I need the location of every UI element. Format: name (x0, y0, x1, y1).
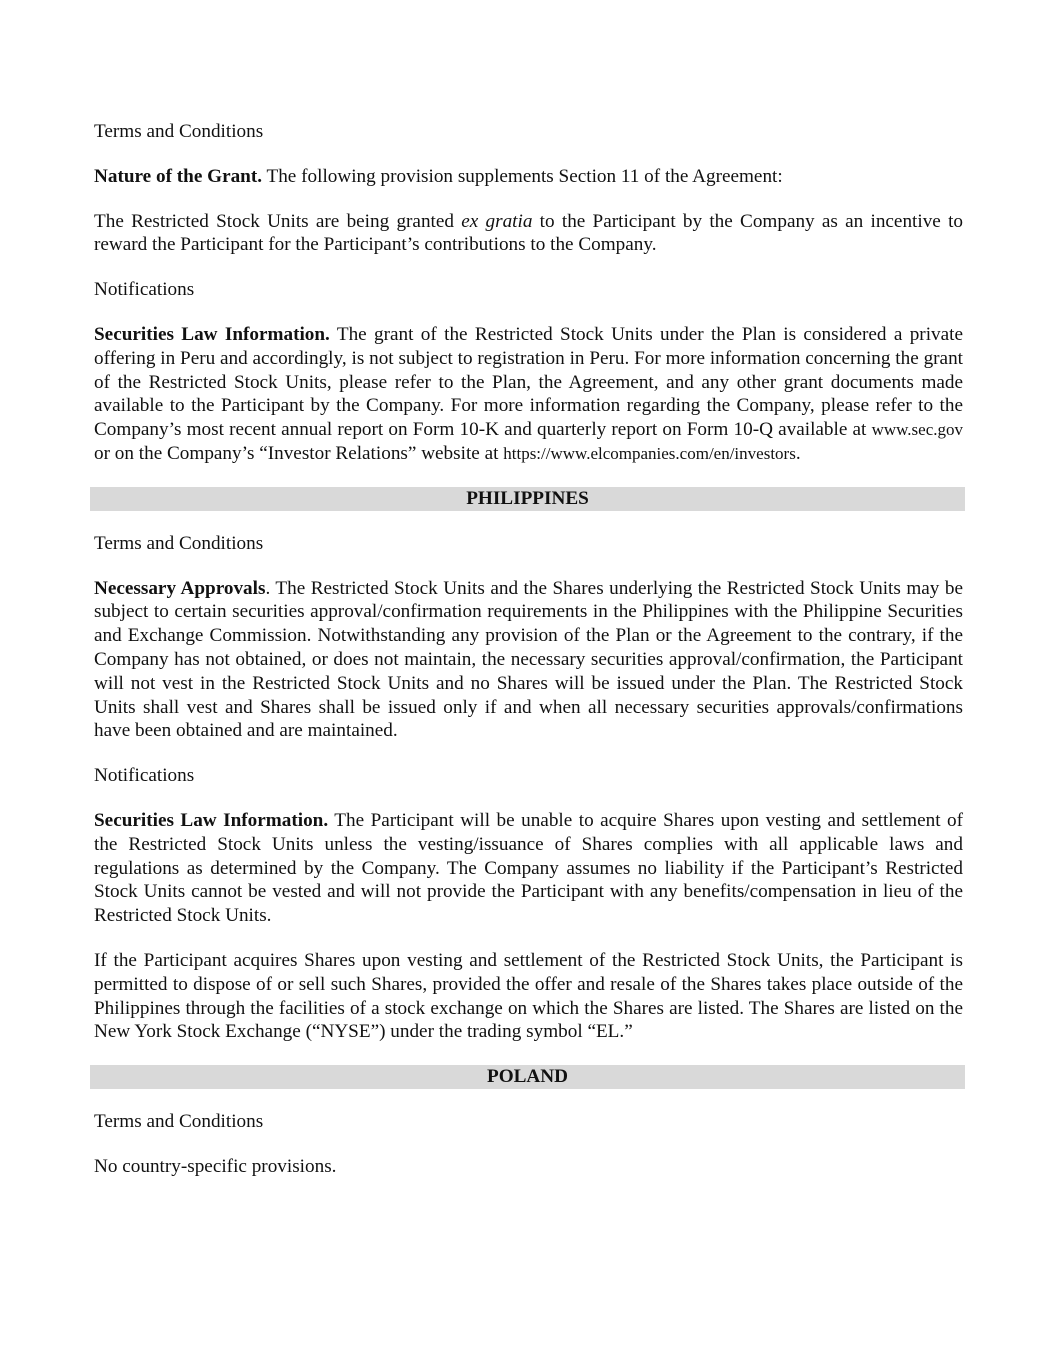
poland-terms-heading: Terms and Conditions (94, 1111, 264, 1133)
securities-law-text: The grant of the Restricted Stock Units under the Plan is considered a private offering in Peru and accordingly, is not subject to registration in Peru. For more information concerning the grant of the Restricted Stock Units, please refer to the Plan, the Agreement, and any other grant documents made available to the Participant by the Company. For more information regarding the Company, please refer to the Company’s most recent annual report on Form 10-K and quarterly report on Form 10-Q available at (94, 323, 963, 441)
ex-gratia-after: to the Participant by the Company as an incentive to reward the Participant for the Participant’s contributions to the Company. (94, 210, 963, 256)
philippines-notifications-heading: Notifications (94, 765, 195, 787)
securities-law-end: . (795, 442, 801, 464)
peru-nature-of-grant (94, 165, 963, 189)
nature-of-grant-text: The following provision supplements Section 11 of the Agreement: (262, 165, 783, 187)
country-header-philippines: PHILIPPINES (90, 487, 965, 511)
ex-gratia-before: The Restricted Stock Units are being granted (94, 210, 462, 232)
sec-gov-link[interactable]: www.sec.gov (871, 420, 963, 440)
ex-gratia-italic: ex gratia (461, 210, 533, 232)
philippines-securities-law-text: The Participant will be unable to acquire Shares upon vesting and settlement of the Restricted Stock Units unless the vesting/issuance of Shares complies with all applicable laws and regulations as determined by the Company. The Company assumes no liability if the Participant’s Restricted Stock Units cannot be vested and will not provide the Participant with any benefits/compensation in lieu of the Restricted Stock Units. (94, 809, 964, 927)
necessary-approvals-text: . The Restricted Stock Units and the Shares underlying the Restricted Stock Units may be subject to certain securities approval/confirmation requirements in the Philippines with the Philippine Securities and Exchange Commission. Notwithstanding any provision of the Plan or the Agreement to the contrary, if the Company has not obtained, or does not maintain, the necessary securities approval/confirmation, the Participant will not vest in the Restricted Stock Units and no Shares will be issued under the Plan. The Restricted Stock Units shall vest and Shares shall be issued only if and when all necessary securities approvals/confirmations have been obtained and are maintained. (94, 577, 964, 742)
peru-ex-gratia-paragraph (94, 210, 963, 258)
securities-law-label: Securities Law Information. (94, 323, 330, 345)
necessary-approvals-label: Necessary Approvals (94, 577, 266, 599)
investor-relations-link[interactable]: https://www.elcompanies.com/en/investors (503, 443, 796, 463)
securities-law-middle: or on the Company’s “Investor Relations” website at (94, 442, 504, 464)
poland-no-provisions: No country-specific provisions. (94, 1155, 337, 1177)
peru-terms-heading: Terms and Conditions (94, 121, 264, 142)
philippines-necessary-approvals (94, 577, 963, 744)
nature-of-grant-label: Nature of the Grant. (94, 165, 263, 187)
peru-securities-law-paragraph (94, 323, 963, 466)
philippines-terms-heading: Terms and Conditions (94, 532, 264, 554)
philippines-securities-law-label: Securities Law Information. (94, 809, 329, 831)
country-header-poland: POLAND (90, 1065, 965, 1089)
philippines-resale-paragraph: If the Participant acquires Shares upon vesting and settlement of the Restricted Stock Units, the Participant is permitted to dispose of or sell such Shares, provided the offer and resale of the Shares takes place outside of the Philippines through the facilities of a stock exchange on which the Shares are listed. The Shares are listed on the New York Stock Exchange (“NYSE”) under the trading symbol “EL.” (94, 949, 963, 1043)
philippines-securities-law-paragraph (94, 809, 963, 928)
peru-notifications-heading: Notifications (94, 279, 195, 301)
